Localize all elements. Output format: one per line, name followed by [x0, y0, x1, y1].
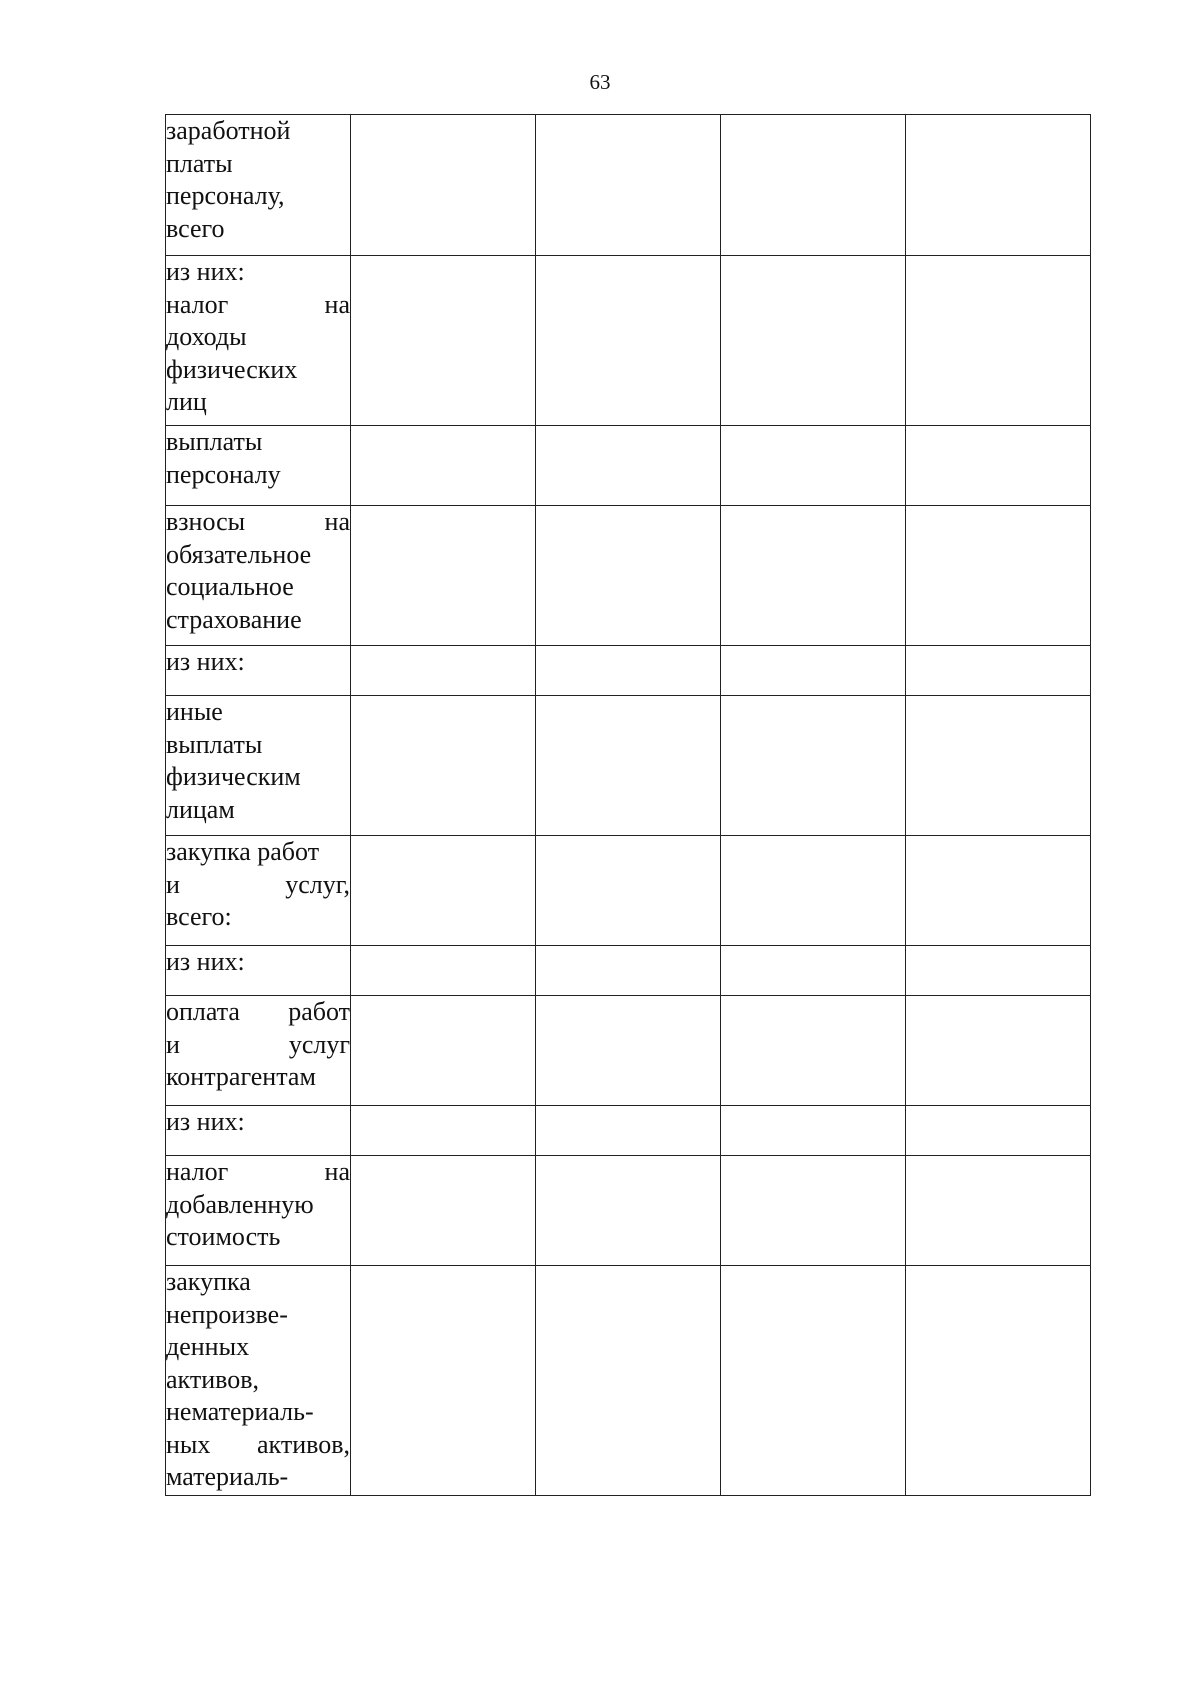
- value-cell: [721, 426, 906, 506]
- row-label-line: выплаты: [166, 427, 263, 456]
- row-label-line: заработной: [166, 116, 291, 145]
- row-label-line: страхование: [166, 604, 302, 634]
- value-cell: [906, 946, 1091, 996]
- value-cell: [536, 426, 721, 506]
- value-cell: [906, 256, 1091, 426]
- row-label-line: доходы: [166, 322, 247, 351]
- row-label-line: активов,: [166, 1364, 259, 1394]
- table-row: [166, 836, 1091, 946]
- value-cell: [906, 1156, 1091, 1266]
- value-cell: [351, 1106, 536, 1156]
- row-label-line: закупка работ: [166, 837, 320, 866]
- row-label-line: лиц: [166, 387, 207, 416]
- row-label-line: лицам: [166, 794, 235, 824]
- row-label-line: ных активов,: [166, 1429, 350, 1459]
- row-label-line: непроизве-: [166, 1299, 288, 1329]
- value-cell: [721, 1156, 906, 1266]
- value-cell: [906, 646, 1091, 696]
- value-cell: [721, 646, 906, 696]
- value-cell: [351, 1266, 536, 1496]
- row-label-line: стоимость: [166, 1222, 281, 1251]
- value-cell: [536, 256, 721, 426]
- row-label-line: налог на: [166, 1157, 350, 1186]
- table-row: [166, 946, 1091, 996]
- value-cell: [721, 946, 906, 996]
- value-cell: [906, 426, 1091, 506]
- value-cell: [351, 506, 536, 646]
- row-label-line: и услуг: [166, 1029, 350, 1059]
- value-cell: [906, 1106, 1091, 1156]
- row-label-line: закупка: [166, 1267, 251, 1296]
- row-label-cell: [166, 115, 351, 256]
- row-label-line: из них:: [166, 1107, 245, 1136]
- row-label-line: из них:: [166, 947, 245, 976]
- value-cell: [721, 115, 906, 256]
- row-label-line: иные: [166, 697, 223, 726]
- value-cell: [536, 506, 721, 646]
- value-cell: [536, 696, 721, 836]
- value-cell: [721, 696, 906, 836]
- value-cell: [536, 1266, 721, 1496]
- value-cell: [721, 1266, 906, 1496]
- row-label-line: выплаты: [166, 729, 263, 759]
- value-cell: [536, 946, 721, 996]
- value-cell: [351, 836, 536, 946]
- table-row: [166, 1156, 1091, 1266]
- value-cell: [536, 1156, 721, 1266]
- value-cell: [536, 996, 721, 1106]
- table-row: [166, 256, 1091, 426]
- table-row: [166, 646, 1091, 696]
- row-label-line: оплата работ: [166, 997, 350, 1026]
- row-label-cell: [166, 1106, 351, 1156]
- page-number: 63: [589, 70, 611, 94]
- table-row: [166, 696, 1091, 836]
- row-label-line: налог на: [166, 289, 350, 319]
- row-label-line: персоналу,: [166, 181, 285, 210]
- value-cell: [906, 996, 1091, 1106]
- row-label-cell: [166, 996, 351, 1106]
- value-cell: [351, 426, 536, 506]
- row-label-line: добавленную: [166, 1189, 314, 1219]
- value-cell: [906, 836, 1091, 946]
- value-cell: [721, 836, 906, 946]
- value-cell: [351, 696, 536, 836]
- row-label-cell: [166, 836, 351, 946]
- value-cell: [906, 696, 1091, 836]
- value-cell: [351, 646, 536, 696]
- row-label-line: физических: [166, 354, 298, 384]
- table-row: [166, 506, 1091, 646]
- value-cell: [906, 115, 1091, 256]
- value-cell: [721, 506, 906, 646]
- table-row: [166, 115, 1091, 256]
- row-label-line: всего: [166, 213, 225, 243]
- value-cell: [351, 996, 536, 1106]
- row-label-cell: [166, 1156, 351, 1266]
- value-cell: [536, 115, 721, 256]
- row-label-cell: [166, 506, 351, 646]
- value-cell: [351, 115, 536, 256]
- row-label-line: обязательное: [166, 539, 312, 569]
- value-cell: [721, 996, 906, 1106]
- table-row: [166, 426, 1091, 506]
- row-label-cell: [166, 426, 351, 506]
- row-label-line: из них:: [166, 647, 245, 676]
- row-label-line: социальное: [166, 572, 294, 601]
- row-label-line: платы: [166, 148, 233, 178]
- table-row: [166, 1106, 1091, 1156]
- row-label-line: нематериаль-: [166, 1397, 314, 1426]
- value-cell: [906, 506, 1091, 646]
- value-cell: [351, 946, 536, 996]
- row-label-line: и услуг,: [166, 869, 350, 899]
- row-label-line: физическим: [166, 762, 301, 791]
- value-cell: [721, 1106, 906, 1156]
- row-label-line: взносы на: [166, 507, 350, 536]
- row-label-line: из них:: [166, 257, 245, 286]
- value-cell: [721, 256, 906, 426]
- table-row: [166, 1266, 1091, 1496]
- row-label-cell: [166, 946, 351, 996]
- row-label-line: материаль-: [166, 1462, 289, 1491]
- value-cell: [906, 1266, 1091, 1496]
- row-label-line: всего:: [166, 902, 232, 931]
- value-cell: [536, 646, 721, 696]
- row-label-line: контрагентам: [166, 1062, 316, 1091]
- budget-table: [165, 114, 1091, 1496]
- row-label-line: денных: [166, 1332, 250, 1361]
- row-label-cell: [166, 1266, 351, 1496]
- row-label-cell: [166, 646, 351, 696]
- value-cell: [536, 1106, 721, 1156]
- value-cell: [536, 836, 721, 946]
- value-cell: [351, 1156, 536, 1266]
- row-label-line: персоналу: [166, 459, 281, 489]
- row-label-cell: [166, 256, 351, 426]
- table-row: [166, 996, 1091, 1106]
- row-label-cell: [166, 696, 351, 836]
- value-cell: [351, 256, 536, 426]
